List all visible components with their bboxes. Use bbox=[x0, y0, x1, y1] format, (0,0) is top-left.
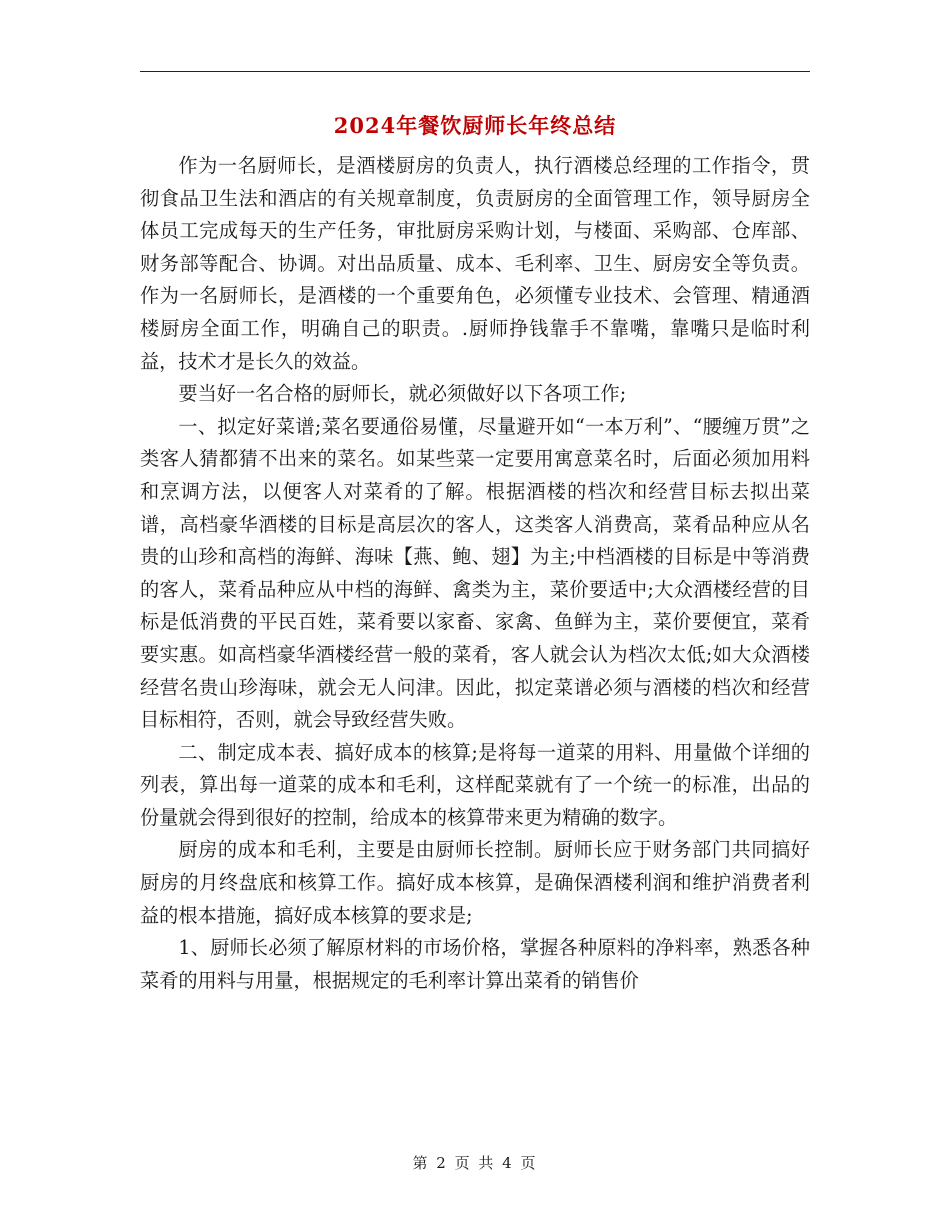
document-body bbox=[140, 150, 810, 997]
page-number: 第 2 页 共 4 页 bbox=[412, 1154, 538, 1172]
paragraph-cost-control: 厨房的成本和毛利，主要是由厨师长控制。厨师长应于财务部门共同搞好厨房的月终盘底和核算工作。搞好成本核算，是确保酒楼利润和维护消费者利益的根本措施，搞好成本核算的要求是; bbox=[140, 838, 810, 927]
paragraph-menu: 一、拟定好菜谱;菜名要通俗易懂，尽量避开如“一本万利”、“腰缠万贯”之类客人猜都猜不出来的菜名。如某些菜一定要用寓意菜名时，后面必须加用料和烹调方法，以便客人对菜肴的了解。根据酒楼的档次和经营目标去拟出菜谱，高档豪华酒楼的目标是高层次的客人，这类客人消费高，菜肴品种应从名贵的山珍和高档的海鲜、海味【燕、鲍、翅】为主;中档酒楼的目标是中等消费的客人，菜肴品种应从中档的海鲜、禽类为主，菜价要适中;大众酒楼经营的目标是低消费的平民百姓，菜肴要以家畜、家禽、鱼鲜为主，菜价要便宜，菜肴要实惠。如高档豪华酒楼经营一般的菜肴，客人就会认为档次太低;如大众酒楼经营名贵山珍海味，就会无人问津。因此，拟定菜谱必须与酒楼的档次和经营目标相符，否则，就会导致经营失败。 bbox=[140, 414, 810, 732]
paragraph-requirements: 要当好一名合格的厨师长，就必须做好以下各项工作; bbox=[178, 382, 627, 406]
paragraph-intro: 作为一名厨师长，是酒楼厨房的负责人，执行酒楼总经理的工作指令，贯彻食品卫生法和酒店的有关规章制度，负责厨房的全面管理工作，领导厨房全体员工完成每天的生产任务，审批厨房采购计划，与楼面、采购部、仓库部、财务部等配合、协调。对出品质量、成本、毛利率、卫生、厨房安全等负责。作为一名厨师长，是酒楼的一个重要角色，必须懂专业技术、会管理、精通酒楼厨房全面工作，明确自己的职责。.厨师挣钱靠手不靠嘴，靠嘴只是临时利益，技术才是长久的效益。 bbox=[140, 154, 810, 373]
paragraph-cost-table: 二、制定成本表、搞好成本的核算;是将每一道菜的用料、用量做个详细的列表，算出每一道菜的成本和毛利，这样配菜就有了一个统一的标准，出品的份量就会得到很好的控制，给成本的核算带来更为精确的数字。 bbox=[140, 740, 810, 829]
paragraph-market-price: 1、厨师长必须了解原材料的市场价格，掌握各种原料的净料率，熟悉各种菜肴的用料与用量，根据规定的毛利率计算出菜肴的销售价 bbox=[140, 936, 810, 992]
header-rule bbox=[140, 71, 810, 72]
document-title: 2024年餐饮厨师长年终总结 bbox=[333, 113, 617, 138]
